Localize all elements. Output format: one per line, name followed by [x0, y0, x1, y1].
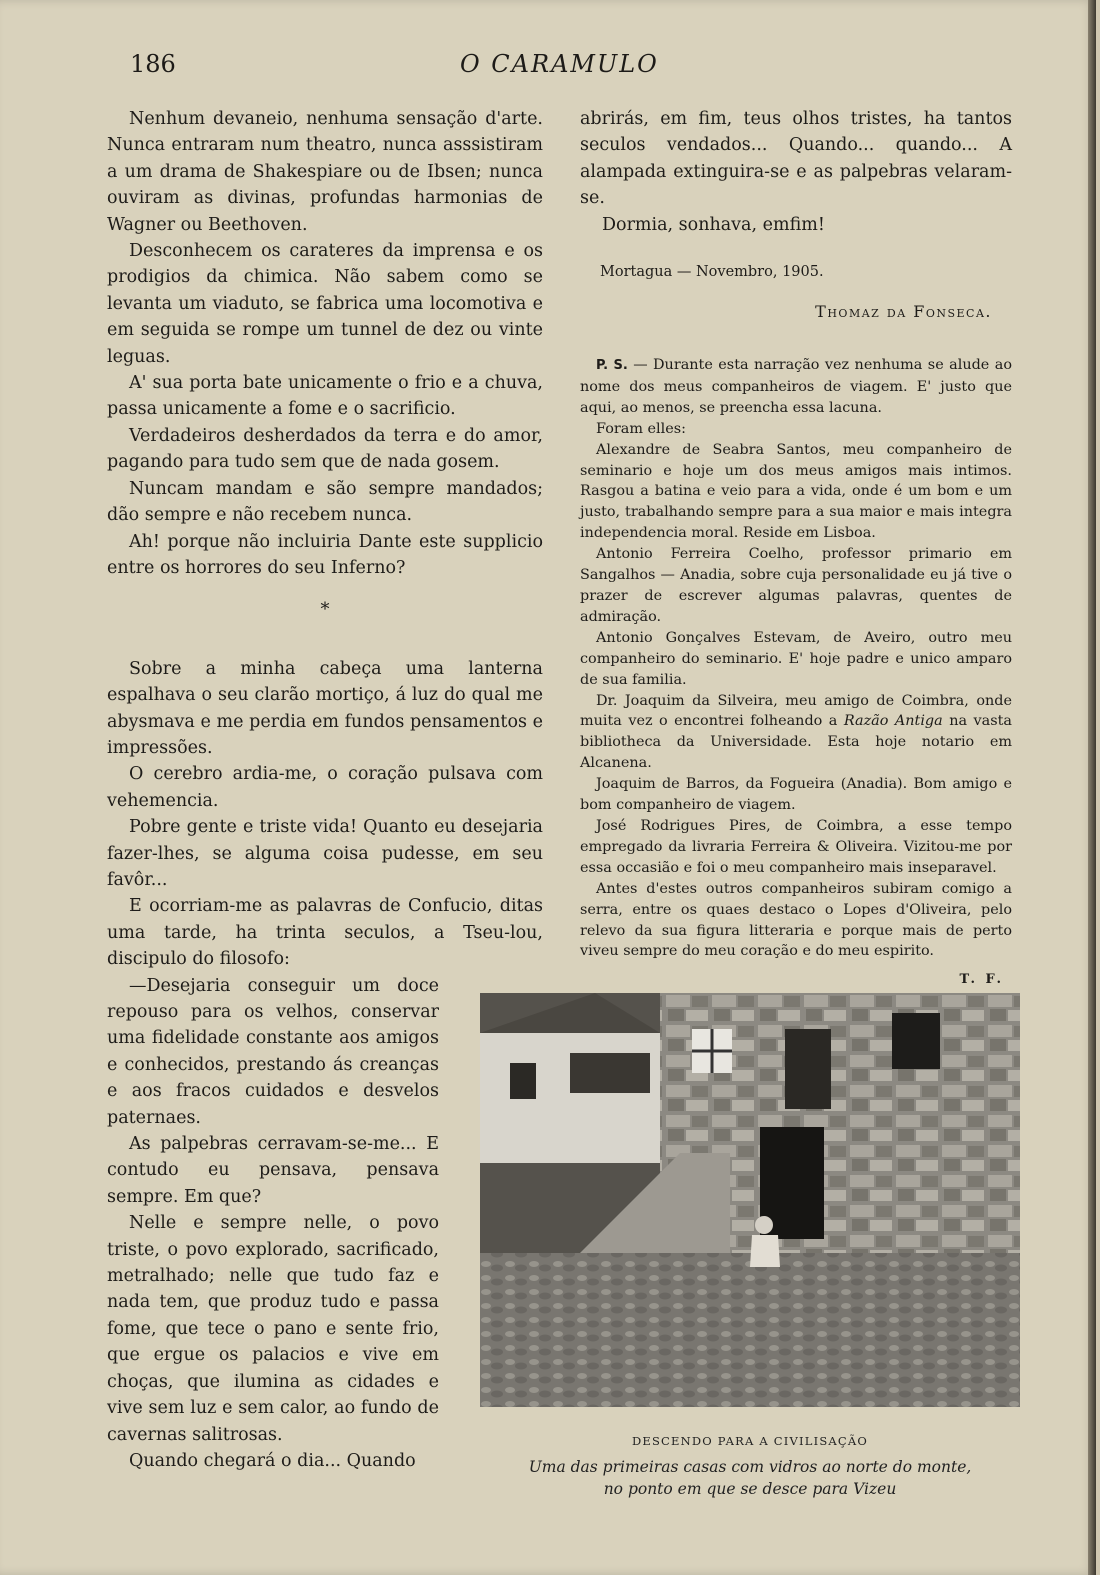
paragraph: Desconhecem os carateres da imprensa e os prodigios da chimica. Não sabem como se levanta um viaduto, se fabrica uma locomotiva e em seguida se rompe um tunnel de dez ou vinte leguas. [107, 241, 543, 367]
paragraph: Ah! porque não incluiria Dante este supplicio entre os horrores do seu Inferno? [107, 531, 543, 578]
paragraph: Nenhum devaneio, nenhuma sensação d'arte. Nunca entraram num theatro, nunca asssistiram a um drama de Shakespiare ou de Ibsen; nunca ouviram as divinas, profundas harmonias de Wagner ou Beethoven. [107, 109, 543, 235]
paragraph: Nelle e sempre nelle, o povo triste, o povo explorado, sacrificado, metralhado; nelle que tudo faz e nada tem, que produz tudo e passa fome, que tece o pano e sente frio, que ergue os palacios e vive em choças, que ilumina as cidades e vive sem luz e sem calor, ao fundo de cavernas salitrosas. [107, 1213, 439, 1445]
caption-line: Uma das primeiras casas com vidros ao norte do monte, [528, 1458, 972, 1476]
ps-paragraph: Joaquim de Barros, da Fogueira (Anadia). Bom amigo e bom companheiro de viagem. [580, 776, 1012, 814]
paragraph: Pobre gente e triste vida! Quanto eu desejaria fazer-lhes, se alguma coisa pudesse, em seu favôr... [107, 817, 543, 890]
ps-initials: T. F. [959, 972, 1004, 988]
paragraph: Sobre a minha cabeça uma lanterna espalhava o seu clarão mortiço, á luz do qual me abysmava e me perdia em fundos pensamentos e impressões. [107, 658, 543, 758]
figure-caption [480, 1456, 1020, 1500]
ps-paragraph [580, 355, 1012, 419]
left-column [107, 106, 543, 1474]
ps-paragraph: Alexandre de Seabra Santos, meu companheiro de seminario e hoje um dos meus amigos mais intimos. Rasgou a batina e veio para a vida, onde é um bom e um justo, trabalhando sempre para a sua maior e mais integra independencia moral. Reside em Lisboa. [580, 441, 1012, 542]
ps-paragraph [580, 691, 1012, 775]
paragraph: Quando chegará o dia... Quando [129, 1450, 416, 1471]
caption-line: no ponto em que se desce para Vizeu [603, 1480, 897, 1498]
running-title: O CARAMULO [460, 50, 659, 78]
paragraph: As palpebras cerravam-se-me... E contudo eu pensava, pensava sempre. Em que? [107, 1134, 439, 1207]
house-photograph [480, 993, 1020, 1407]
book-title: Razão Antiga [843, 713, 943, 730]
ps-paragraph: Foram elles: [596, 420, 687, 437]
right-column [580, 106, 1012, 991]
paragraph: E ocorriam-me as palavras de Confucio, ditas uma tarde, ha trinta seculos, a Tseu-lou, discipulo do filosofo: [107, 896, 543, 970]
page-edge-shadow [1088, 0, 1096, 1575]
paragraph: Dormia, sonhava, emfim! [602, 214, 825, 235]
ps-label: P. S. [596, 358, 628, 374]
ps-text: na vasta bibliotheca da Universidade. Esta hoje notario em Alcanena. [580, 713, 1012, 772]
page-number: 186 [130, 50, 176, 78]
paragraph: abrirás, em fim, teus olhos tristes, ha tantos seculos vendados... Quando... quando... A alampada extinguira-se e as palpebras velaram-se. [580, 109, 1012, 209]
paragraph: O cerebro ardia-me, o coração pulsava com vehemencia. [107, 764, 543, 811]
postscript [580, 355, 1012, 991]
paragraph: Nuncam mandam e são sempre mandados; dão sempre e não recebem nunca. [107, 478, 543, 526]
ps-paragraph: Antonio Ferreira Coelho, professor primario em Sangalhos — Anadia, sobre cuja personalidade eu já tive o prazer de escrever algumas palavras, quentes de admiração. [580, 546, 1012, 625]
paragraph: A' sua porta bate unicamente o frio e a chuva, passa unicamente a fome e o sacrificio. [107, 373, 543, 420]
ps-text: Dr. Joaquim da Silveira, meu amigo de Coimbra, onde muita vez o encontrei folheando a [580, 692, 1012, 730]
dateline: Mortagua — Novembro, 1905. [600, 264, 824, 281]
figure-caption-title: DESCENDO PARA A CIVILISAÇÃO [631, 1434, 869, 1448]
ps-text: — Durante esta narração vez nenhuma se alude ao nome dos meus companheiros de viagem. E' justo que aqui, ao menos, se preencha essa lacuna. [580, 357, 1012, 416]
author-signature: Thomaz da Fonseca. [815, 302, 992, 322]
ps-paragraph: Antes d'estes outros companheiros subiram comigo a serra, entre os quaes destaco o Lopes d'Oliveira, pelo relevo da sua figura litteraria e porque mais de perto viveu sempre do meu coração e do meu espirito. [580, 880, 1012, 960]
ps-paragraph: José Rodrigues Pires, de Coimbra, a esse tempo empregado da livraria Ferreira & Oliveira. Vizitou-me por essa occasião e foi o meu companheiro mais inseparavel. [580, 817, 1012, 876]
narrow-text-block [107, 973, 439, 1475]
paragraph: —Desejaria conseguir um doce repouso para os velhos, conservar uma fidelidade constante aos amigos e conhecidos, prestando ás creanças e aos fracos cuidados e desvelos paternaes. [107, 975, 439, 1128]
ps-paragraph: Antonio Gonçalves Estevam, de Aveiro, outro meu companheiro do seminario. E' hoje padre e unico amparo de sua familia. [580, 629, 1012, 688]
section-separator: * [320, 599, 330, 621]
running-header [0, 50, 1100, 90]
paragraph: Verdadeiros desherdados da terra e do amor, pagando para tudo sem que de nada gosem. [107, 425, 543, 473]
